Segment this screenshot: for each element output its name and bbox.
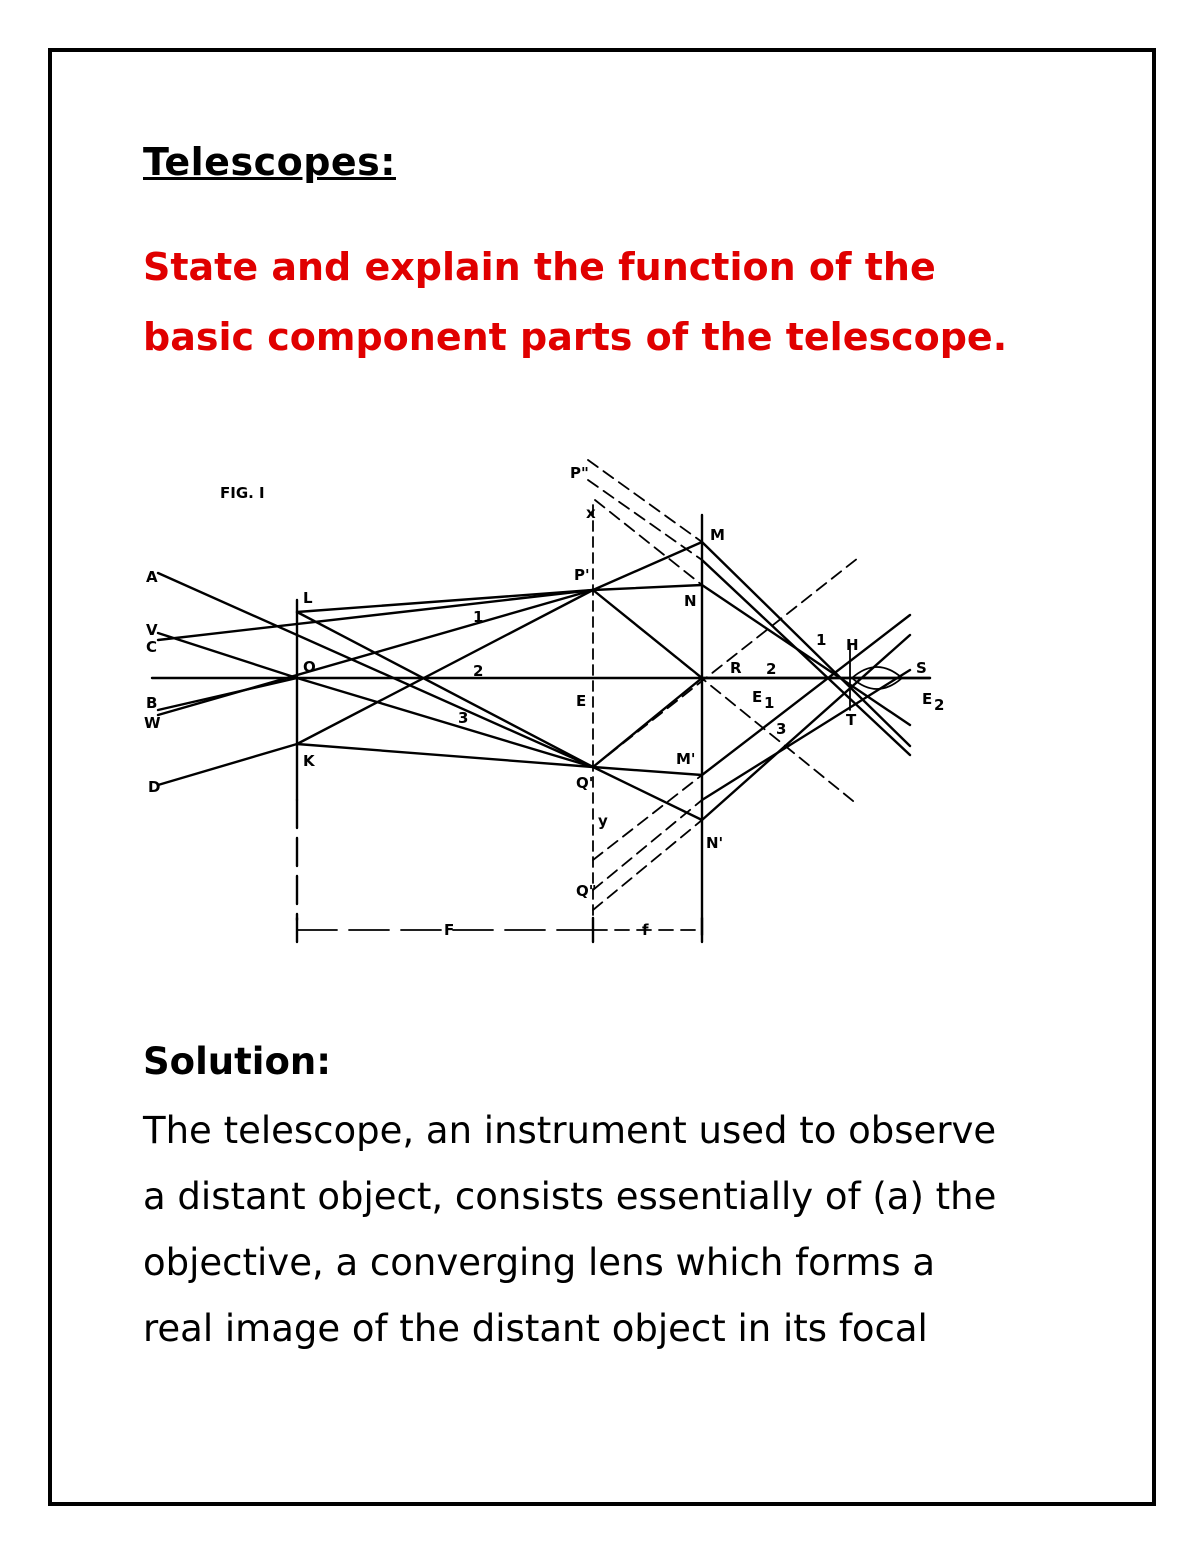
label-M-prime: M' [676,750,696,768]
ray-A-to-Q [158,573,593,767]
solution-line-2: a distant object, consists essentially of (a) the [143,1175,997,1218]
label-ray-3-emergent: 3 [776,720,787,738]
solution-line-3: objective, a converging lens which forms a [143,1241,936,1284]
label-H: H [846,636,859,654]
label-E1-subscript: 1 [764,694,775,712]
label-Q-double-prime: Q" [576,882,597,900]
label-N-prime: N' [706,834,724,852]
label-P-double-prime: P" [570,464,589,482]
question-line-1: State and explain the function of the [143,245,936,289]
ray-P-N [593,585,702,590]
ray-D [158,744,297,785]
virtual-ray-1 [588,460,702,542]
ray-O-Q [297,678,593,767]
virtual-ray-2 [588,480,702,560]
ray-diagram-svg [140,440,970,960]
ray-K-P [297,590,593,744]
label-P-prime: P' [574,566,590,584]
label-ray-3: 3 [458,709,469,727]
label-L: L [303,589,313,607]
question-line-2: basic component parts of the telescope. [143,315,1008,359]
virtual-ray-6 [593,820,702,910]
label-ray-1: 1 [473,608,484,626]
label-N: N [684,592,697,610]
label-E2: E [922,690,933,708]
ray-L-P [297,590,593,612]
label-ray-2-emergent: 2 [766,660,777,678]
label-A: A [146,568,158,586]
ray-L-Q [297,612,593,767]
label-S: S [916,659,927,677]
solution-line-1: The telescope, an instrument used to observe [143,1109,997,1152]
label-ray-2: 2 [473,662,484,680]
emergent-3 [702,615,910,775]
label-B: B [146,694,158,712]
label-Q-prime: Q' [576,774,594,792]
telescope-ray-diagram [140,440,970,960]
label-F: F [444,921,455,939]
label-E: E [576,692,587,710]
label-W: W [144,714,161,732]
virtual-ray-5 [593,800,702,890]
solution-line-4: real image of the distant object in its focal [143,1307,928,1350]
solution-body [143,1098,1103,1362]
question-text [143,232,1123,372]
emergent-1 [702,542,910,746]
label-R: R [730,659,742,677]
solution-title: Solution: [143,1040,332,1083]
label-f: f [642,921,649,939]
label-y: y [598,812,608,830]
label-x: x [586,504,596,522]
label-ray-1-emergent: 1 [816,631,827,649]
figure-caption: FIG. I [220,484,265,502]
label-E2-subscript: 2 [934,696,945,714]
page-title: Telescopes: [143,140,396,184]
label-E1: E [752,688,763,706]
ray-C-to-P [158,590,593,640]
label-T: T [846,711,857,729]
virtual-ray-3 [595,500,702,585]
ray-V [158,633,297,678]
virtual-ray-4 [593,775,702,860]
label-O: O [303,658,316,676]
label-C: C [146,638,158,656]
label-K: K [303,752,315,770]
label-D: D [148,778,161,796]
label-M: M [710,526,725,544]
label-V: V [146,621,158,639]
